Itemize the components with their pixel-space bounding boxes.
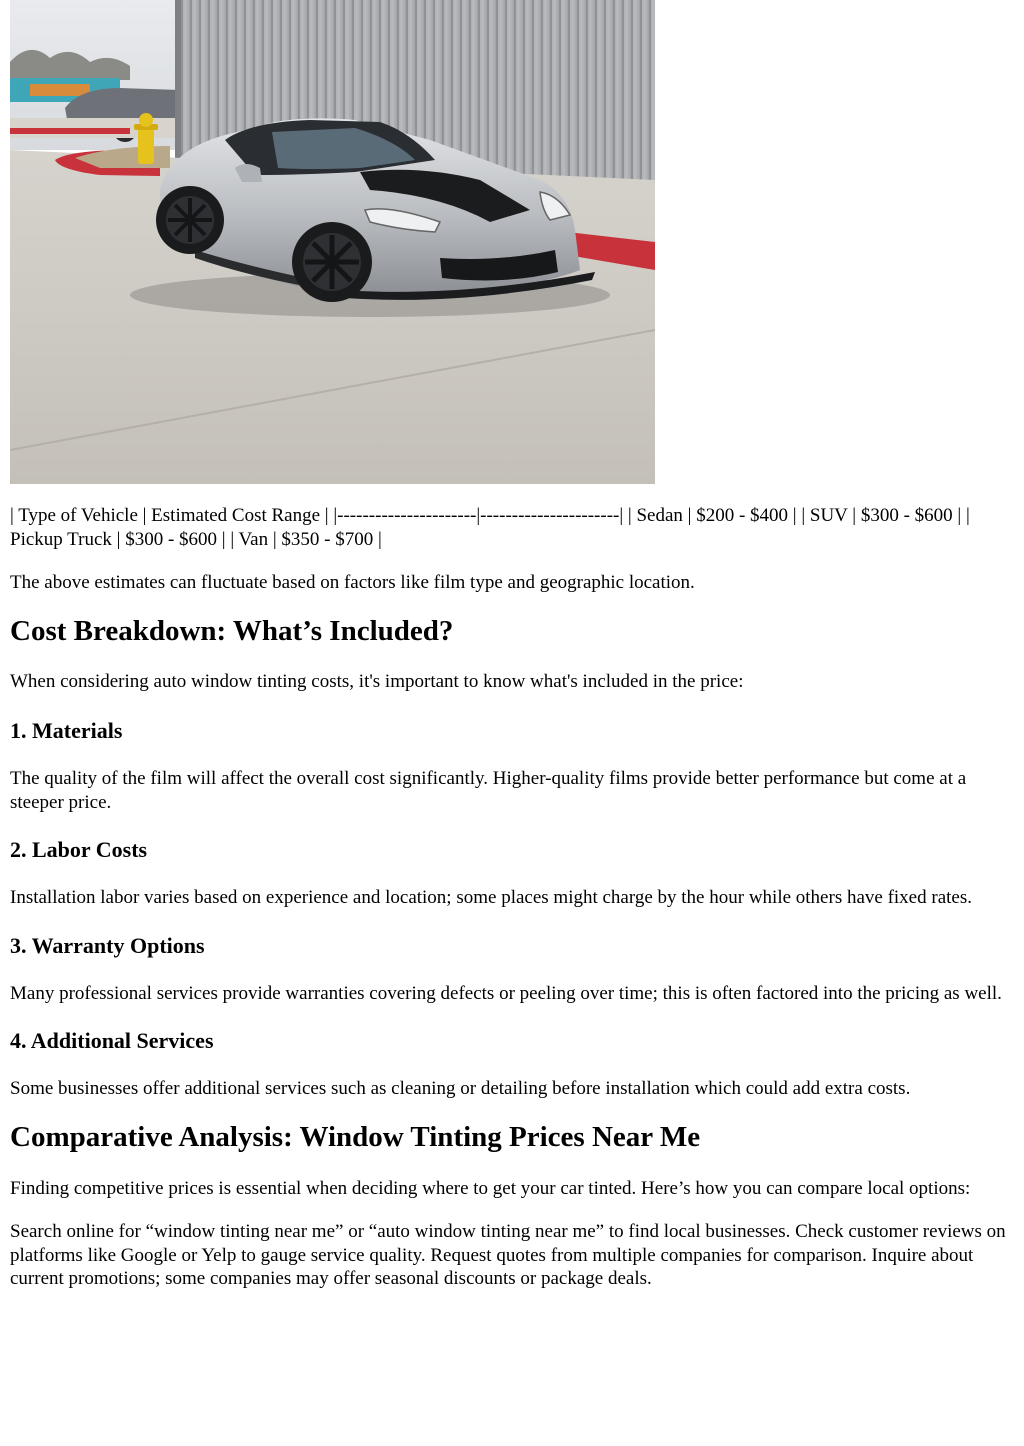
comparative-tips: Search online for “window tinting near me” or “auto window tinting near me” to find local businesses. Check customer reviews on platforms like Google or Yelp to gauge service quality. Request quotes from multiple companies for comparison. Inquire about current promotions; some companies may offer seasonal discounts or package deals. bbox=[10, 1221, 1006, 1289]
warranty-options-heading: 3. Warranty Options bbox=[10, 932, 205, 958]
article bbox=[10, 0, 1014, 1291]
cost-breakdown-heading: Cost Breakdown: What’s Included? bbox=[10, 614, 454, 647]
car-photo bbox=[10, 0, 655, 484]
materials-heading: 1. Materials bbox=[10, 718, 123, 743]
cost-breakdown-intro: When considering auto window tinting costs, it's important to know what's included in the price: bbox=[10, 670, 744, 692]
labor-costs-text: Installation labor varies based on experience and location; some places might charge by the hour while others have fixed rates. bbox=[10, 887, 972, 908]
comparative-analysis-heading: Comparative Analysis: Window Tinting Prices Near Me bbox=[10, 1120, 701, 1153]
labor-costs-heading: 2. Labor Costs bbox=[10, 837, 148, 862]
warranty-options-text: Many professional services provide warranties covering defects or peeling over time; this is often factored into the pricing as well. bbox=[10, 982, 1002, 1004]
comparative-intro: Finding competitive prices is essential when deciding where to get your car tinted. Here’s how you can compare local options: bbox=[10, 1177, 971, 1199]
additional-services-text: Some businesses offer additional services such as cleaning or detailing before installation which could add extra costs. bbox=[10, 1078, 911, 1099]
additional-services-heading: 4. Additional Services bbox=[10, 1028, 214, 1053]
materials-text: The quality of the film will affect the overall cost significantly. Higher-quality films provide better performance but come at a steeper price. bbox=[10, 768, 967, 813]
estimates-note: The above estimates can fluctuate based on factors like film type and geographic location. bbox=[10, 572, 695, 593]
pricing-table-text: | Type of Vehicle | Estimated Cost Range | |----------------------|----------------------| | Sedan | $200 - $400 | | SUV | $300 - $600 | | Pickup Truck | $300 - $600 | | Van | $350 - $700 | bbox=[10, 505, 970, 550]
